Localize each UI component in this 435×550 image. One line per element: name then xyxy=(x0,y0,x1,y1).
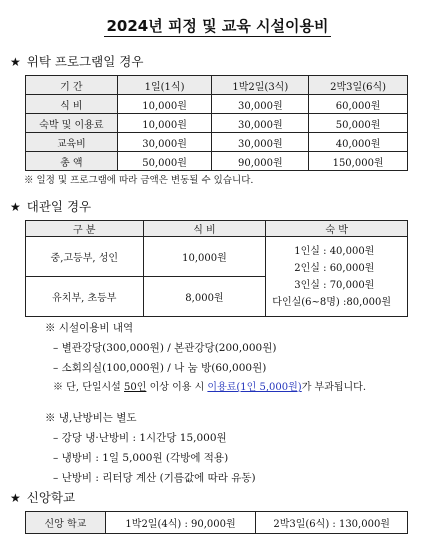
header-cell: 2박3일(6식) xyxy=(309,76,408,95)
header-cell: 기 간 xyxy=(26,76,118,95)
consign-table xyxy=(25,75,408,171)
room-rate: 3인실 : 70,000원 xyxy=(294,279,375,291)
table-row xyxy=(26,95,408,114)
table-cell: 10,000원 xyxy=(117,95,212,114)
hvac-fee-list xyxy=(45,408,256,488)
room-rates-cell xyxy=(266,237,408,317)
table-row xyxy=(26,237,408,277)
header-cell: 구 분 xyxy=(26,221,144,237)
table-cell: 30,000원 xyxy=(212,95,309,114)
row-label: 식 비 xyxy=(26,95,118,114)
table-cell: 90,000원 xyxy=(212,152,309,171)
page-title: 2024년 피정 및 교육 시설이용비 xyxy=(106,17,329,35)
row-label: 숙박 및 이용료 xyxy=(26,114,118,133)
table-cell: 10,000원 xyxy=(117,114,212,133)
list-item: – 냉방비 : 1일 5,000원 (각방에 적용) xyxy=(53,452,229,464)
list-item: – 강당 냉·난방비 : 1시간당 15,000원 xyxy=(53,432,227,444)
consign-note: ※ 일정 및 프로그램에 따라 금액은 변동될 수 있습니다. xyxy=(24,175,254,186)
hvac-heading: ※ 냉,난방비는 별도 xyxy=(45,412,137,424)
table-cell: 1박2일(4식) : 90,000원 xyxy=(105,512,256,534)
table-cell: 50,000원 xyxy=(309,114,408,133)
room-rate: 다인실(6~8명) :80,000원 xyxy=(272,296,392,308)
row-label: 총 액 xyxy=(26,152,118,171)
header-cell: 숙 박 xyxy=(266,221,408,237)
row-label: 중,고등부, 성인 xyxy=(26,237,144,277)
list-item: – 소회의실(100,000원) / 나 눔 방(60,000원) xyxy=(53,362,267,374)
table-cell: 30,000원 xyxy=(212,133,309,152)
facility-heading: ※ 시설이용비 내역 xyxy=(45,322,134,334)
table-row xyxy=(26,133,408,152)
table-cell: 30,000원 xyxy=(212,114,309,133)
row-label: 교육비 xyxy=(26,133,118,152)
table-cell: 10,000원 xyxy=(143,237,266,277)
rental-table xyxy=(25,220,408,317)
list-item: – 난방비 : 리터당 계산 (기름값에 따라 유동) xyxy=(53,472,256,484)
fee-link[interactable]: 이용료(1인 5,000원) xyxy=(207,382,302,393)
star-icon: ★ xyxy=(10,200,21,214)
table-row-total xyxy=(26,152,408,171)
header-cell: 1일(1식) xyxy=(117,76,212,95)
room-rate: 2인실 : 60,000원 xyxy=(294,262,375,274)
table-cell: 8,000원 xyxy=(143,277,266,317)
table-cell: 40,000원 xyxy=(309,133,408,152)
header-cell: 1박2일(3식) xyxy=(212,76,309,95)
header-cell: 식 비 xyxy=(143,221,266,237)
star-icon: ★ xyxy=(10,491,21,505)
table-cell: 50,000원 xyxy=(117,152,212,171)
star-icon: ★ xyxy=(10,55,21,69)
section-school-heading: ★ 신앙학교 xyxy=(10,490,76,505)
table-header-row xyxy=(26,221,408,237)
list-item: – 별관강당(300,000원) / 본관강당(200,000원) xyxy=(53,342,277,354)
row-label: 신앙 학교 xyxy=(26,512,106,534)
facility-fee-list xyxy=(45,318,366,398)
table-header-row xyxy=(26,76,408,95)
section-rental-heading: ★ 대관일 경우 xyxy=(10,199,92,214)
table-row xyxy=(26,114,408,133)
table-cell: 2박3일(6식) : 130,000원 xyxy=(256,512,408,534)
table-cell: 150,000원 xyxy=(309,152,408,171)
table-row xyxy=(26,512,408,534)
school-table xyxy=(25,511,408,534)
room-rate: 1인실 : 40,000원 xyxy=(294,245,375,257)
section-consign-heading: ★ 위탁 프로그램일 경우 xyxy=(10,54,144,69)
table-cell: 30,000원 xyxy=(117,133,212,152)
row-label: 유치부, 초등부 xyxy=(26,277,144,317)
table-cell: 60,000원 xyxy=(309,95,408,114)
facility-note: ※ 단, 단일시설 50인 이상 이용 시 이용료(1인 5,000원)가 부과됩니다. xyxy=(53,382,367,393)
